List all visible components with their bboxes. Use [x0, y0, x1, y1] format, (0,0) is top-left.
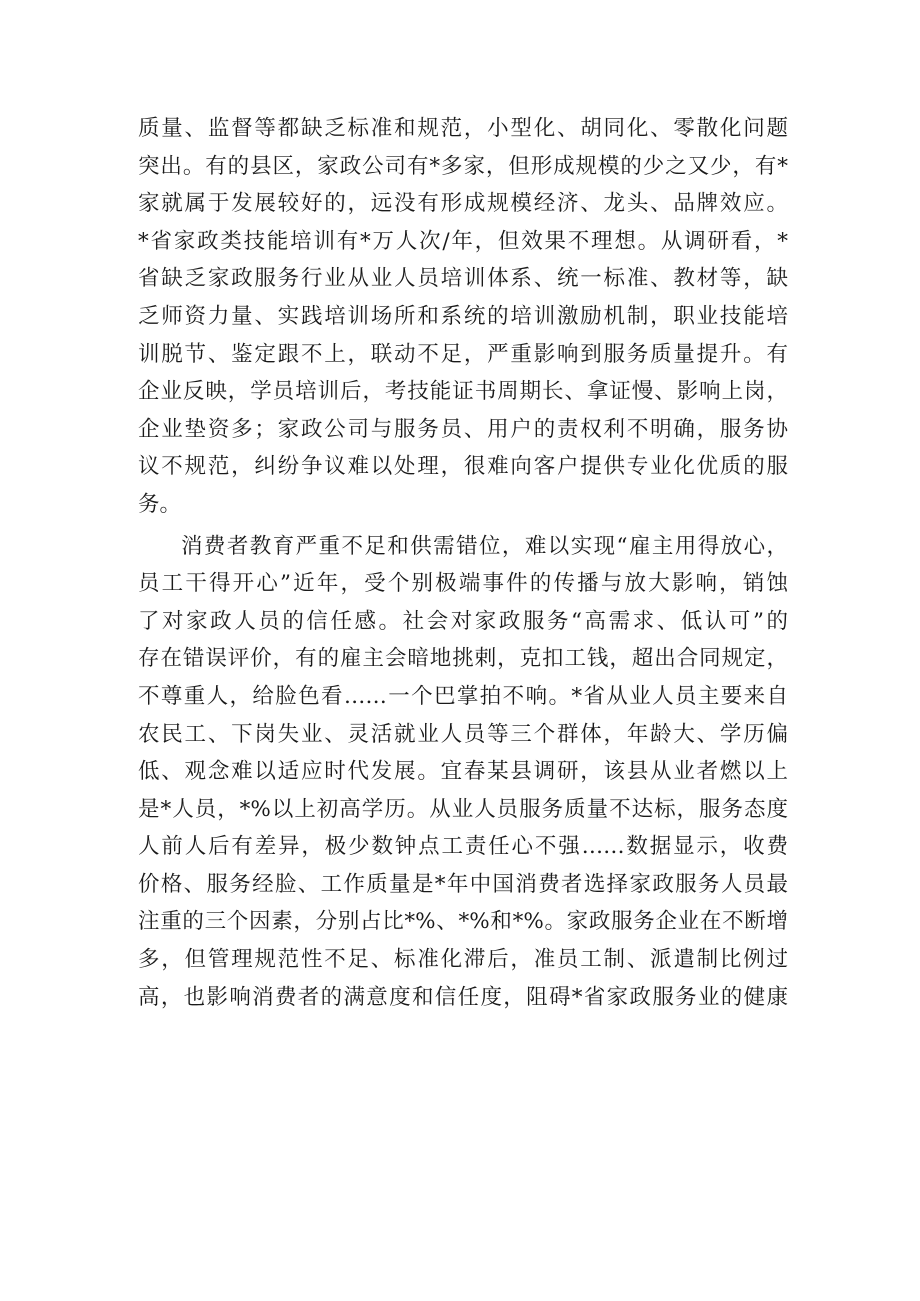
text-line: 训脱节、鉴定跟不上，联动不足，严重影响到服务质量提升。有: [138, 341, 788, 367]
text-line: 务。: [138, 491, 182, 517]
text-line: 消费者教育严重不足和供需错位，难以实现“雇主用得放心，: [181, 533, 788, 559]
text-line: 突出。有的县区，家政公司有*多家，但形成规模的少之又少，有*: [138, 153, 788, 179]
paragraph-1: [138, 110, 788, 524]
text-line: 企业反映，学员培训后，考技能证书周期长、拿证慢、影响上岗，: [138, 379, 788, 405]
text-line: 注重的三个因素，分别占比*%、*%和*%。家政服务企业在不断增: [138, 909, 788, 935]
text-line: 价格、服务经脸、工作质量是*年中国消费者选择家政服务人员最: [138, 871, 788, 897]
text-line: 人前人后有差异，极少数钟点工责任心不强……数据显示，收费: [138, 834, 788, 860]
text-line: 乏师资力量、实践培训场所和系统的培训激励机制，职业技能培: [138, 303, 788, 329]
text-line: *省家政类技能培训有*万人次/年，但效果不理想。从调研看，*: [138, 228, 788, 254]
text-line: 质量、监督等都缺乏标准和规范，小型化、胡同化、零散化问题: [138, 116, 788, 141]
text-line: 企业垫资多；家政公司与服务员、用户的责权利不明确，服务协: [138, 416, 788, 442]
text-line: 不尊重人，给脸色看……一个巴掌拍不响。*省从业人员主要来自: [138, 683, 788, 709]
text-line: 高，也影响消费者的满意度和信任度，阻碍*省家政服务业的健康: [138, 984, 788, 1010]
text-line: 低、观念难以适应时代发展。宜春某县调研，该县从业者燃以上: [138, 759, 788, 785]
text-line: 议不规范，纠纷争议难以处理，很难向客户提供专业化优质的服: [138, 454, 788, 480]
text-line: 是*人员，*%以上初高学历。从业人员服务质量不达标，服务态度: [138, 796, 788, 822]
text-line: 存在错误评价，有的雇主会暗地挑剌，克扣工钱，超出合同规定，: [138, 646, 788, 672]
body-text: [138, 110, 788, 1016]
paragraph-2: [138, 528, 788, 1017]
text-line: 省缺乏家政服务行业从业人员培训体系、统一标准、教材等，缺: [138, 266, 788, 292]
text-line: 农民工、下岗失业、灵活就业人员等三个群体，年龄大、学历偏: [138, 721, 788, 747]
text-line: 家就属于发展较好的，远没有形成规模经济、龙头、品牌效应。: [138, 191, 788, 217]
text-line: 多，但管理规范性不足、标准化滞后，准员工制、派遣制比例过: [138, 947, 788, 973]
text-line: 了对家政人员的信任感。社会对家政服务“高需求、低认可”的: [138, 608, 788, 634]
text-line: 员工干得开心”近年，受个别极端事件的传播与放大影响，销蚀: [138, 571, 788, 597]
